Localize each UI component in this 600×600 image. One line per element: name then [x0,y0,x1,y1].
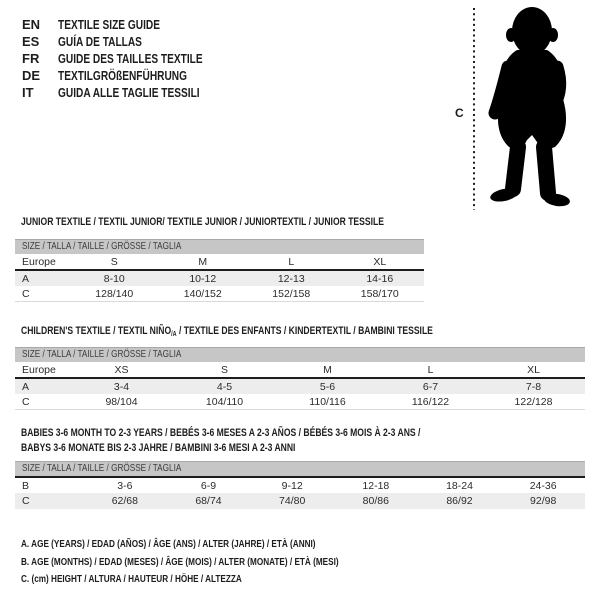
lang-label-es: GUÍA DE TALLAS [58,34,142,49]
footnote-a: A. AGE (YEARS) / EDAD (AÑOS) / ÂGE (ANS) / ALTER (JAHRE) / ETÀ (ANNI) [21,538,316,550]
cell: 158/170 [360,287,399,300]
cell: 9-12 [281,479,303,492]
table-row-c [15,286,424,302]
babies-size-table [15,461,585,509]
lang-code-de: DE [22,68,41,83]
col-header: S [220,363,228,376]
cell: 98/104 [105,395,138,408]
footnote-b: B. AGE (MONTHS) / EDAD (MESES) / ÂGE (MOIS) / ALTER (MONATE) / ETÀ (MESI) [21,555,339,568]
cell: 5-6 [319,380,336,393]
size-header-bar: SIZE / TALLA / TAILLE / GRÖSSE / TAGLIA [15,461,585,478]
cell: 152/158 [272,287,311,300]
cell: 8-10 [103,272,125,285]
size-header-bar: SIZE / TALLA / TAILLE / GRÖSSE / TAGLIA [15,347,585,362]
table-row-europe [15,362,585,379]
size-header-bar: SIZE / TALLA / TAILLE / GRÖSSE / TAGLIA [15,239,424,254]
cell: 80/86 [362,495,389,507]
cell: 18-24 [446,479,473,492]
lang-row-en [22,16,243,33]
cell: 3-6 [117,479,133,492]
cell: 68/74 [195,495,222,507]
height-measure-label: C [455,106,464,120]
lang-label-it: GUIDA ALLE TAGLIE TESSILI [58,85,200,100]
cell: 12-18 [362,479,390,492]
region-label: Europe [22,255,56,268]
height-measure-dotted-line [472,8,476,210]
toddler-silhouette-icon [477,3,589,213]
cell: 104/110 [205,395,244,408]
babies-textile-title: BABIES 3-6 MONTH TO 2-3 YEARS / BEBÉS 3-6 MESES A 2-3 AÑOS / BÉBÉS 3-6 MOIS À 2-3 ANS / BABYS 3-6 MONATE BIS 2-3 JAHRE / BAMBINI 3-6 MESI A 2-3 ANNI [21,427,421,454]
cell: 14-16 [366,272,394,285]
lang-code-fr: FR [22,51,40,66]
language-title-list [22,16,243,101]
cell: 10-12 [189,272,217,285]
cell: 6-7 [422,380,439,393]
cell: 140/152 [183,287,222,300]
childrens-textile-title: CHILDREN'S TEXTILE / TEXTIL $NIÑO_{/A}$ / TEXTILE DES ENFANTS / KINDERTEXTIL / BAMBINI TESSILE [21,325,433,338]
junior-textile-title: JUNIOR TEXTILE / TEXTIL JUNIOR/ TEXTILE JUNIOR / JUNIORTEXTIL / JUNIOR TESSILE [21,216,384,228]
cell: 4-5 [216,380,233,393]
cell: 92/98 [530,495,557,507]
cell: 6-9 [200,479,217,492]
row-label: B [22,479,30,492]
row-label: C [22,395,30,408]
table-row-c [15,394,585,410]
lang-code-es: ES [22,34,40,49]
table-row-a [15,271,424,286]
cell: 122/128 [514,395,553,408]
col-header: M [198,255,208,268]
cell: 74/80 [279,495,306,507]
cell: 128/140 [95,287,134,300]
table-row-a [15,379,585,394]
lang-label-en: TEXTILE SIZE GUIDE [58,17,160,32]
gender-subscript: /A [171,331,177,338]
col-header: L [288,255,295,268]
cell: 24-36 [529,479,557,492]
lang-row-it [22,84,243,101]
lang-row-fr [22,50,243,67]
cell: 110/116 [309,395,346,408]
lang-label-fr: GUIDE DES TAILLES TEXTILE [58,51,203,66]
lang-code-en: EN [22,17,41,32]
cell: 62/68 [111,495,138,507]
cell: 7-8 [525,380,542,393]
region-label: Europe [22,363,56,376]
lang-code-it: IT [22,85,34,100]
cell: 116/122 [411,395,450,408]
cell: 86/92 [446,495,473,507]
lang-row-de [22,67,243,84]
footnote-c: C. (cm) HEIGHT / ALTURA / HAUTEUR / HÖHE / ALTEZZA [21,573,242,585]
cell: 3-4 [113,380,130,393]
row-label: A [22,380,30,393]
col-header: L [427,363,434,376]
lang-label-de: TEXTILGRÖßENFÜHRUNG [58,68,188,83]
col-header: S [110,255,118,268]
junior-size-table [15,239,424,302]
footnote-legend [21,536,428,589]
col-header: XL [527,363,540,376]
table-row-c [15,493,585,509]
table-row-europe [15,254,424,271]
row-label: C [22,495,30,507]
col-header: M [323,363,332,376]
row-label: C [22,287,30,300]
col-header: XL [373,255,387,268]
cell: 12-13 [277,272,305,285]
lang-row-es [22,33,243,50]
col-header: XS [114,363,129,376]
row-label: A [22,272,30,285]
childrens-size-table [15,347,585,410]
table-row-b [15,478,585,493]
